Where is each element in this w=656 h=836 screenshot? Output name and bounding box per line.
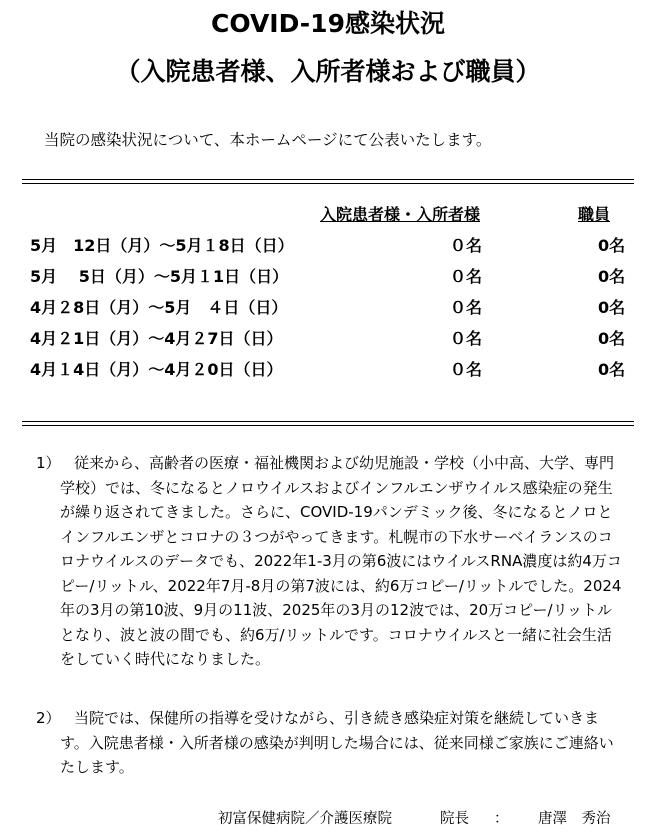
note-2-number: 2） <box>36 709 61 727</box>
footer-director-name: 唐澤 秀治 <box>538 811 611 827</box>
intro-text: 当院の感染状況について、本ホームページにて公表いたします。 <box>44 131 492 149</box>
header-staff: 職員 <box>578 205 611 224</box>
header-patients: 入院患者様・入所者様 <box>320 205 481 224</box>
note-2-text: 当院では、保健所の指導を受けながら、引き続き感染症対策を継続していきます。入院患者様・入所者様の感染が判明した場合には、従来同様ご家族にご連絡いたします。 <box>60 709 614 776</box>
footer-role: 院長 <box>440 811 469 827</box>
row-staff-count: 0名 <box>598 267 626 286</box>
row-staff-count: 0名 <box>598 329 626 348</box>
row-period: 5月 5日（月）～5月１1日（日） <box>30 267 289 286</box>
table-row <box>0 233 656 259</box>
row-patients-count: ０名 <box>450 360 483 379</box>
row-staff-count: 0名 <box>598 236 626 255</box>
table-top-divider <box>22 179 634 184</box>
page-subtitle: （入院患者様、入所者様および職員） <box>115 57 541 86</box>
row-patients-count: ０名 <box>450 329 483 348</box>
page-title: COVID-19感染状況 <box>211 9 445 38</box>
row-period: 4月２1日（月）～4月２7日（日） <box>30 329 283 348</box>
row-patients-count: ０名 <box>450 267 483 286</box>
table-row <box>0 295 656 321</box>
row-patients-count: ０名 <box>450 236 483 255</box>
table-row <box>0 357 656 383</box>
row-period: 4月２8日（月）～5月 ４日（日） <box>30 298 288 317</box>
row-period: 4月１4日（月）～4月２0日（日） <box>30 360 283 379</box>
row-staff-count: 0名 <box>598 360 626 379</box>
note-1-text: 従来から、高齢者の医療・福祉機関および幼児施設・学校（小中高、大学、専門学校）では、冬になるとノロウイルスおよびインフルエンザウイルス感染症の発生が繰り返されてきました。さらに、COVID-19パンデミック後、冬になるとノロとインフルエンザとコロナの３つがやってきます。札幌市の下水サーベイランスのコロナウイルスのデータでも、2022年1-3月の第6波にはウイルスRNA濃度は約4万コピー/リットル、2022年7月-8月の第7波には、約6万コピー/リットルでした。2024年の3月の第10波、9月の11波、2025年の3月の12波では、20万コピー/リットルとなり、波と波の間でも、約6万/リットルです。コロナウイルスと一緒に社会生活をしていく時代になりました。 <box>60 454 622 668</box>
row-period: 5月 12日（月）～5月１8日（日） <box>30 236 294 255</box>
table-bottom-divider <box>22 421 634 426</box>
row-staff-count: 0名 <box>598 298 626 317</box>
table-row <box>0 326 656 352</box>
row-patients-count: ０名 <box>450 298 483 317</box>
table-row <box>0 264 656 290</box>
footer-colon: ： <box>494 811 509 827</box>
footer-hospital-name: 初富保健病院／介護医療院 <box>218 811 392 827</box>
note-1-number: 1） <box>36 454 61 472</box>
